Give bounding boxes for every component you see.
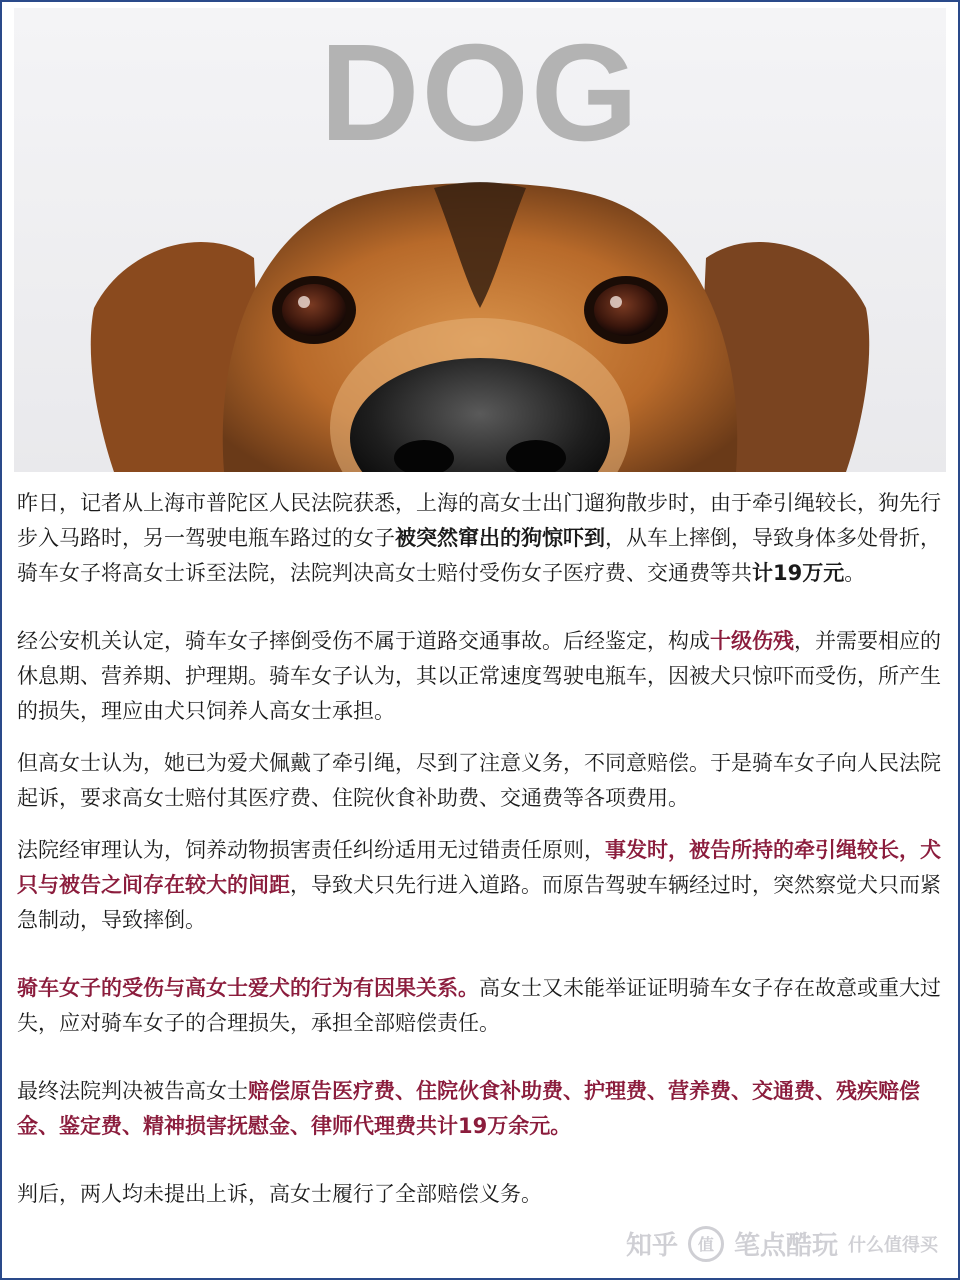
paragraph-5-text: 高女士又未能举证证明骑车女子存在故意或重大过失，应对骑车女子的合理损失，承担全部赔偿责任。	[17, 976, 941, 1035]
paragraph-1-text-a: 昨日，记者从上海市普陀区人民法院获悉，上海的高女士出门遛狗散步时，由于牵引绳较长，狗先行步入马路时，另一驾驶电瓶车路过的女子	[17, 491, 941, 550]
paragraph-1-text-b: ，从车上摔倒，导致身体多处骨折，骑车女子将高女士诉至法院，法院判决高女士赔付受伤女子医疗费、交通费等共	[17, 526, 941, 585]
paragraph-6	[17, 1074, 947, 1144]
paragraph-5	[17, 971, 947, 1041]
article-body	[17, 486, 947, 1212]
paragraph-1-bold-b: 计19万元	[752, 561, 845, 585]
hero-image	[14, 8, 946, 472]
watermark-site: 什么值得买	[848, 1234, 938, 1256]
watermark-author: 笔点酷玩	[733, 1231, 838, 1261]
paragraph-2	[17, 624, 947, 729]
paragraph-1-bold-a: 被突然窜出的狗惊吓到	[395, 526, 605, 550]
watermark	[626, 1225, 938, 1262]
paragraph-4	[17, 833, 947, 938]
paragraph-6-text: 最终法院判决被告高女士	[17, 1079, 248, 1103]
paragraph-3	[17, 746, 947, 816]
watermark-badge-icon: 值	[688, 1226, 724, 1262]
watermark-platform: 知乎	[625, 1231, 678, 1261]
paragraph-2-text-a: 经公安机关认定，骑车女子摔倒受伤不属于道路交通事故。后经鉴定，构成	[17, 629, 710, 653]
paragraph-2-highlight: 十级伤残	[710, 629, 794, 653]
paragraph-4-text-a: 法院经审理认为，饲养动物损害责任纠纷适用无过错责任原则，	[17, 838, 605, 862]
hero-title: DOG	[319, 16, 641, 170]
paragraph-3-text: 但高女士认为，她已为爱犬佩戴了牵引绳，尽到了注意义务，不同意赔偿。于是骑车女子向人民法院起诉，要求高女士赔付其医疗费、住院伙食补助费、交通费等各项费用。	[17, 751, 941, 810]
paragraph-2-text-b: ，并需要相应的休息期、营养期、护理期。骑车女子认为，其以正常速度驾驶电瓶车，因被犬只惊吓而受伤，所产生的损失，理应由犬只饲养人高女士承担。	[17, 629, 941, 723]
paragraph-5-highlight: 骑车女子的受伤与高女士爱犬的行为有因果关系。	[17, 976, 479, 1000]
paragraph-4-text-b: ，导致犬只先行进入道路。而原告驾驶车辆经过时，突然察觉犬只而紧急制动，导致摔倒。	[17, 873, 941, 932]
paragraph-1	[17, 486, 947, 591]
paragraph-6-highlight: 赔偿原告医疗费、住院伙食补助费、护理费、营养费、交通费、残疾赔偿金、鉴定费、精神损害抚慰金、律师代理费共计19万余元。	[17, 1079, 920, 1138]
paragraph-7	[17, 1177, 947, 1212]
paragraph-1-text-c: 。	[844, 561, 866, 585]
paragraph-7-text: 判后，两人均未提出上诉，高女士履行了全部赔偿义务。	[17, 1182, 542, 1206]
paragraph-4-highlight: 事发时，被告所持的牵引绳较长，犬只与被告之间存在较大的间距	[17, 838, 941, 897]
